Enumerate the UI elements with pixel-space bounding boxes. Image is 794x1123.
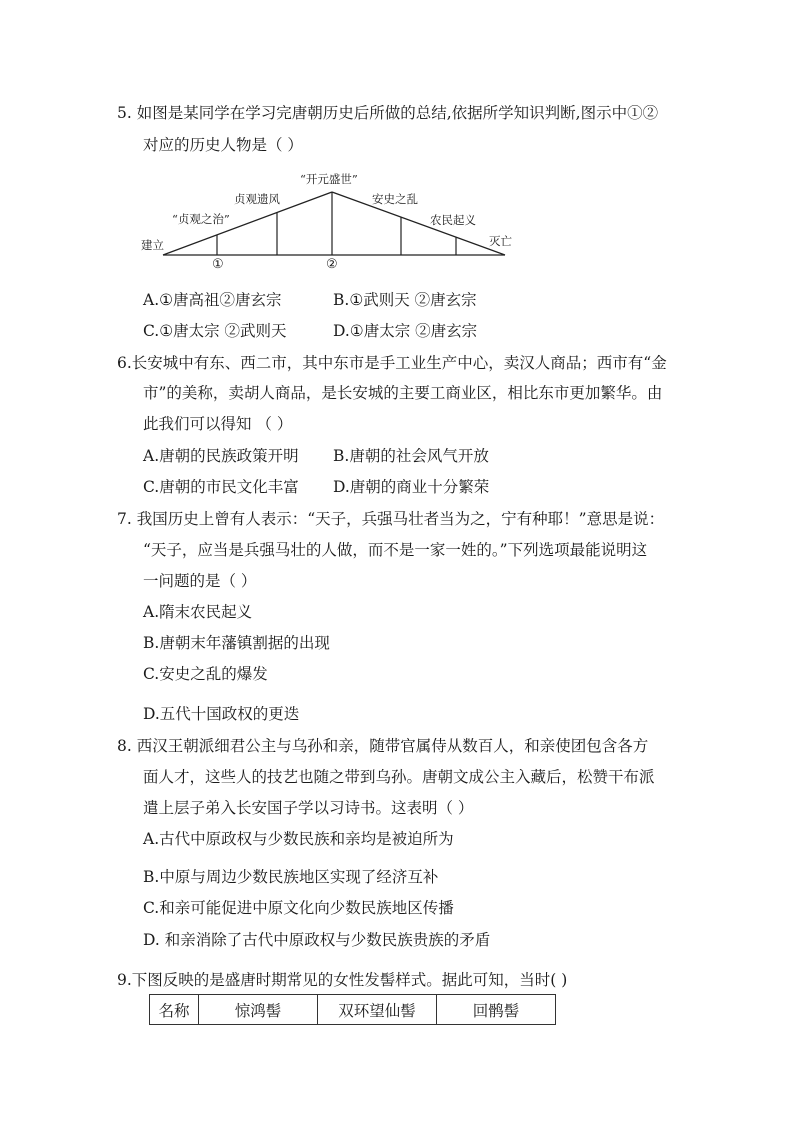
table-header-cell: 双环望仙髻: [318, 995, 437, 1025]
q5-option-b: B.①武则天 ②唐玄宗: [333, 291, 477, 309]
q8-option-a: A.古代中原政权与少数民族和亲均是被迫所为: [143, 830, 454, 848]
q6-option-c: C.唐朝的市民文化丰富: [143, 478, 299, 496]
label-marker-2: ②: [326, 257, 338, 272]
table-header-cell: 回鹘髻: [437, 995, 556, 1025]
hairstyle-table: [149, 994, 556, 1025]
label-peasant-uprising: 农民起义: [430, 213, 476, 227]
table-header-cell: 惊鸿髻: [199, 995, 318, 1025]
q7-stem-line2: “天子，应当是兵强马壮的人做，而不是一家一姓的。”下列选项最能说明这: [143, 541, 648, 559]
q6-stem-line2: 市”的美称，卖胡人商品，是长安城的主要工商业区，相比东市更加繁华。由: [143, 384, 663, 402]
q9-stem-line1: 9.下图反映的是盛唐时期常见的女性发髻样式。据此可知，当时( ): [117, 971, 568, 989]
label-founding: 建立: [141, 238, 164, 252]
q7-option-a: A.隋末农民起义: [143, 603, 253, 621]
q7-stem-line1: 7. 我国历史上曾有人表示：“天子，兵强马壮者当为之，宁有种耶！”意思是说：: [117, 510, 665, 528]
q8-stem-line1: 8. 西汉王朝派细君公主与乌孙和亲，随带官属侍从数百人，和亲使团包含各方: [117, 737, 649, 755]
q8-stem-line3: 遣上层子弟入长安国子学以习诗书。这表明（ ）: [143, 799, 474, 817]
q6-stem-line1: 6.长安城中有东、西二市，其中东市是手工业生产中心，卖汉人商品；西市有“金: [117, 354, 667, 372]
q7-option-c: C.安史之乱的爆发: [143, 665, 268, 683]
q6-option-b: B.唐朝的社会风气开放: [333, 447, 489, 465]
label-kaiyuan: “开元盛世”: [300, 172, 358, 186]
label-anshi-rebellion: 安史之乱: [372, 192, 418, 206]
q5-stem-line1: 5. 如图是某同学在学习完唐朝历史后所做的总结,依据所学知识判断,图示中①②: [117, 104, 659, 122]
q8-option-b: B.中原与周边少数民族地区实现了经济互补: [143, 868, 439, 886]
label-zhenguan-rule: “贞观之治”: [172, 212, 230, 226]
q6-stem-line3: 此我们可以得知 （ ）: [143, 415, 293, 433]
q7-option-d: D.五代十国政权的更迭: [143, 705, 300, 723]
label-fall: 灭亡: [489, 234, 512, 248]
decline-slope: [332, 192, 505, 255]
q8-option-d: D. 和亲消除了古代中原政权与少数民族贵族的矛盾: [143, 931, 491, 949]
q7-option-b: B.唐朝末年藩镇割据的出现: [143, 634, 330, 652]
q6-option-d: D.唐朝的商业十分繁荣: [333, 478, 490, 496]
q5-option-a: A.①唐高祖②唐玄宗: [143, 291, 282, 309]
q5-option-c: C.①唐太宗 ②武则天: [143, 322, 287, 340]
table-header-cell: 名称: [150, 995, 199, 1025]
q8-option-c: C.和亲可能促进中原文化向少数民族地区传播: [143, 899, 454, 917]
q8-stem-line2: 面人才，这些人的技艺也随之带到乌孙。唐朝文成公主入藏后，松赞干布派: [143, 768, 655, 786]
q5-option-d: D.①唐太宗 ②唐玄宗: [333, 322, 478, 340]
label-marker-1: ①: [212, 257, 224, 272]
label-zhenguan-legacy: 贞观遗风: [234, 192, 280, 206]
q7-stem-line3: 一问题的是（ ）: [143, 572, 257, 590]
q5-stem-line2: 对应的历史人物是（ ）: [143, 136, 303, 154]
table-header-row: [150, 995, 556, 1025]
q6-option-a: A.唐朝的民族政策开明: [143, 447, 299, 465]
